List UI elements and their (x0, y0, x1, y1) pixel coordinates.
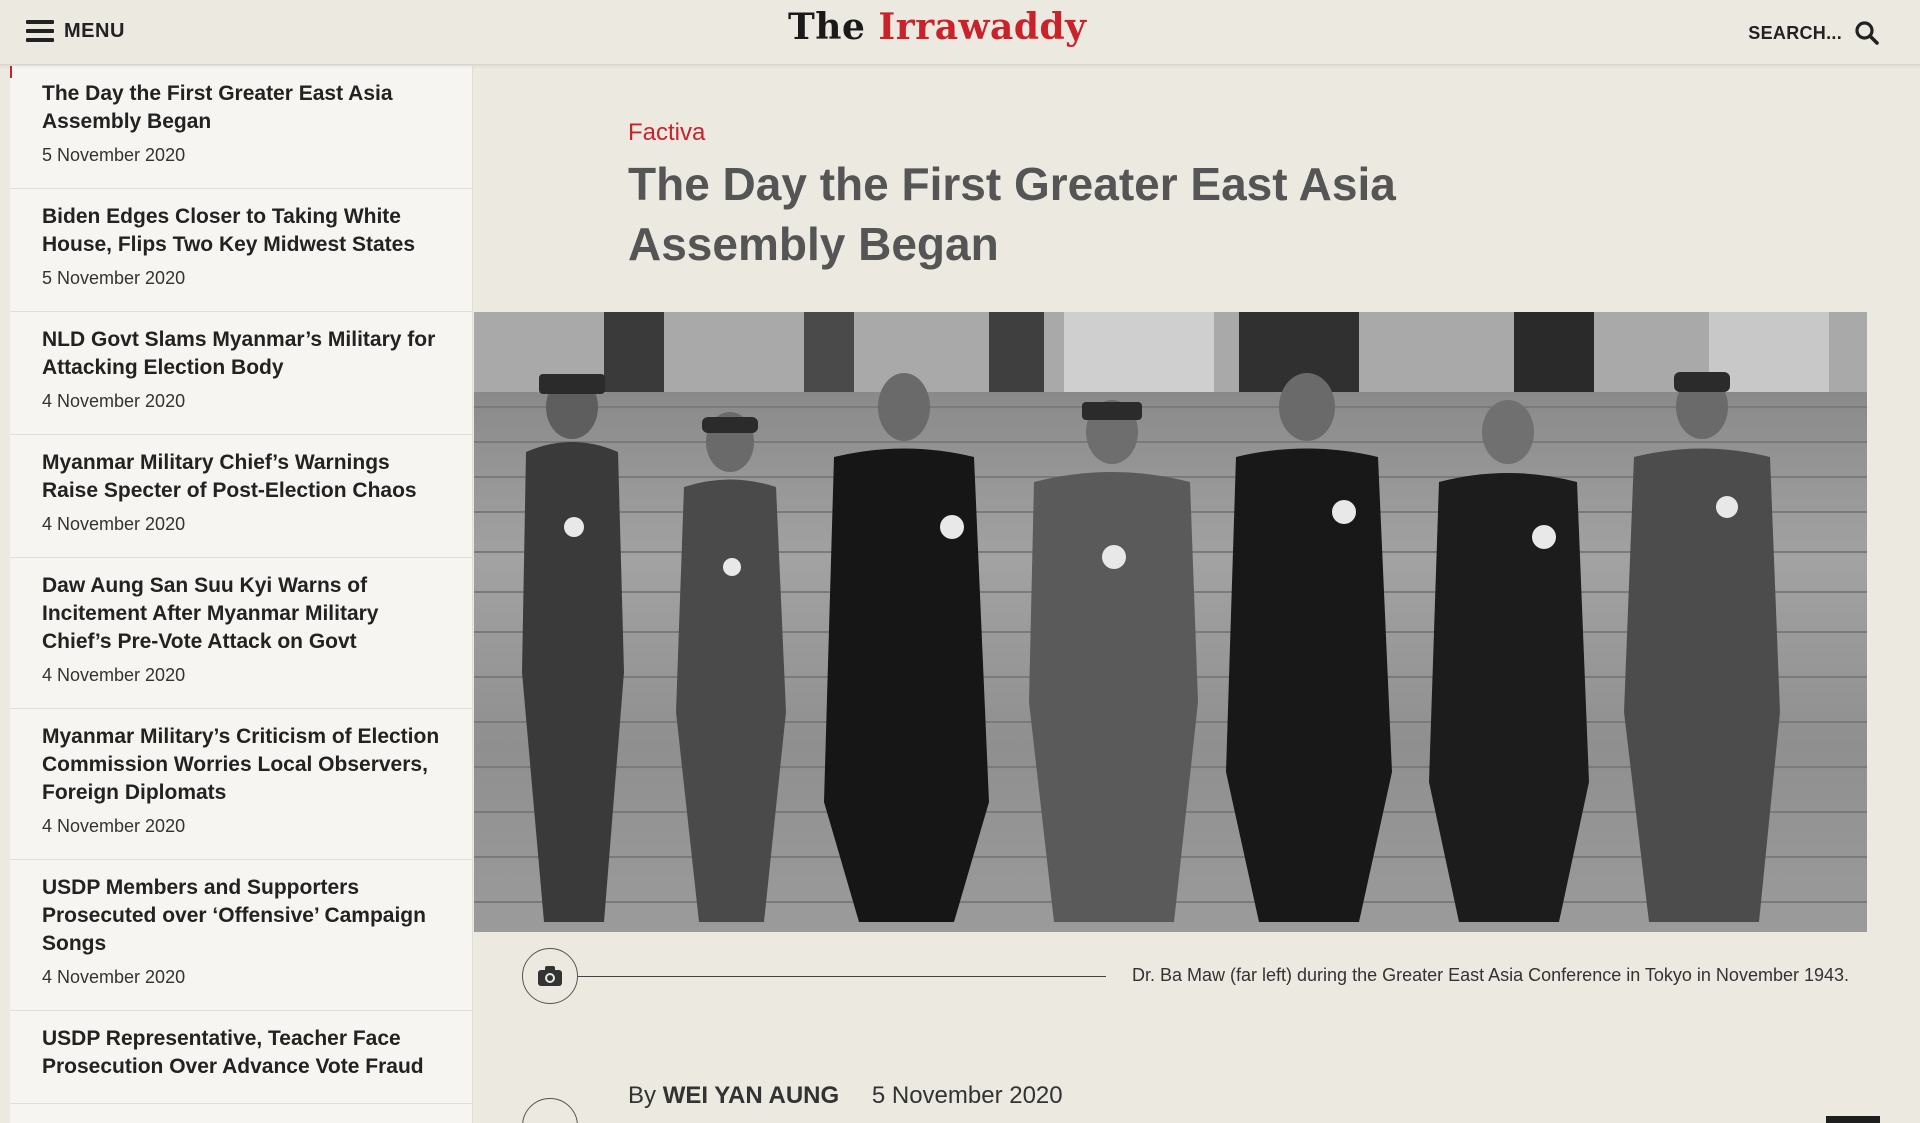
sidebar-article[interactable] (10, 860, 472, 1011)
sidebar-article-date: 4 November 2020 (42, 391, 186, 411)
sidebar-article-date: 4 November 2020 (42, 665, 186, 685)
article-date: 5 November 2020 (871, 1082, 1063, 1109)
historical-group-photo (474, 312, 1867, 932)
article-byline (628, 1082, 1063, 1110)
sidebar-article-title[interactable]: Biden Edges Closer to Taking White House, Flips Two Key Midwest States (42, 205, 416, 256)
sidebar-article-title[interactable]: NLD Govt Slams Myanmar’s Military for Attacking Election Body (42, 328, 436, 379)
article-featured-photo (474, 312, 1867, 932)
related-articles-sidebar (10, 66, 473, 1123)
byline-prefix: By (628, 1082, 657, 1109)
menu-button[interactable] (26, 17, 125, 45)
sidebar-article-date: 5 November 2020 (42, 268, 186, 288)
camera-icon[interactable] (537, 965, 563, 987)
site-logo[interactable] (788, 6, 1087, 50)
sidebar-article[interactable] (10, 66, 472, 189)
sidebar-article-title[interactable]: Daw Aung San Suu Kyi Warns of Incitement After Myanmar Military Chief’s Pre-Vote Attack on Govt (42, 574, 379, 653)
top-header (0, 0, 1920, 65)
sidebar-article[interactable] (10, 189, 472, 312)
photo-caption-row (522, 948, 1902, 1004)
caption-divider (578, 976, 1106, 977)
author-link[interactable]: WEI YAN AUNG (662, 1082, 840, 1109)
sidebar-accent-marker (10, 66, 12, 78)
sidebar-article-title[interactable]: Myanmar Military Chief’s Warnings Raise Specter of Post-Election Chaos (42, 451, 417, 502)
sidebar-article[interactable] (10, 435, 472, 558)
photo-caption: Dr. Ba Maw (far left) during the Greater East Asia Conference in Tokyo in November 1943. (1132, 965, 1850, 985)
sidebar-article-date: 5 November 2020 (42, 145, 186, 165)
sidebar-article[interactable] (10, 1011, 472, 1104)
share-icon-button[interactable] (522, 1098, 578, 1123)
search-label[interactable]: SEARCH... (1748, 22, 1842, 43)
floating-tab[interactable] (1826, 1116, 1880, 1123)
article-category-link[interactable]: Factiva (628, 119, 706, 146)
sidebar-article-title[interactable]: USDP Members and Supporters Prosecuted over ‘Offensive’ Campaign Songs (42, 876, 426, 955)
sidebar-article-date: 4 November 2020 (42, 816, 186, 836)
sidebar-article-date: 4 November 2020 (42, 967, 186, 987)
search-icon[interactable] (1854, 20, 1880, 46)
sidebar-article[interactable] (10, 709, 472, 860)
article-headline: The Day the First Greater East Asia Assembly Began (628, 158, 1396, 270)
sidebar-article-title[interactable]: USDP Representative, Teacher Face Prosecution Over Advance Vote Fraud (42, 1027, 424, 1078)
logo-name[interactable]: Irrawaddy (878, 6, 1087, 48)
search-button[interactable] (1748, 20, 1880, 46)
menu-label[interactable]: MENU (64, 19, 125, 42)
logo-the[interactable]: The (788, 6, 866, 48)
sidebar-article[interactable] (10, 558, 472, 709)
sidebar-article-title[interactable]: Myanmar Military’s Criticism of Election Commission Worries Local Observers, Foreign Diplomats (42, 725, 440, 804)
sidebar-article[interactable] (10, 312, 472, 435)
hamburger-icon[interactable] (26, 20, 54, 42)
sidebar-article-date: 4 November 2020 (42, 514, 186, 534)
article-main (474, 66, 1920, 1123)
sidebar-article-title[interactable]: The Day the First Greater East Asia Assembly Began (42, 82, 393, 133)
camera-icon-button[interactable] (522, 948, 578, 1004)
